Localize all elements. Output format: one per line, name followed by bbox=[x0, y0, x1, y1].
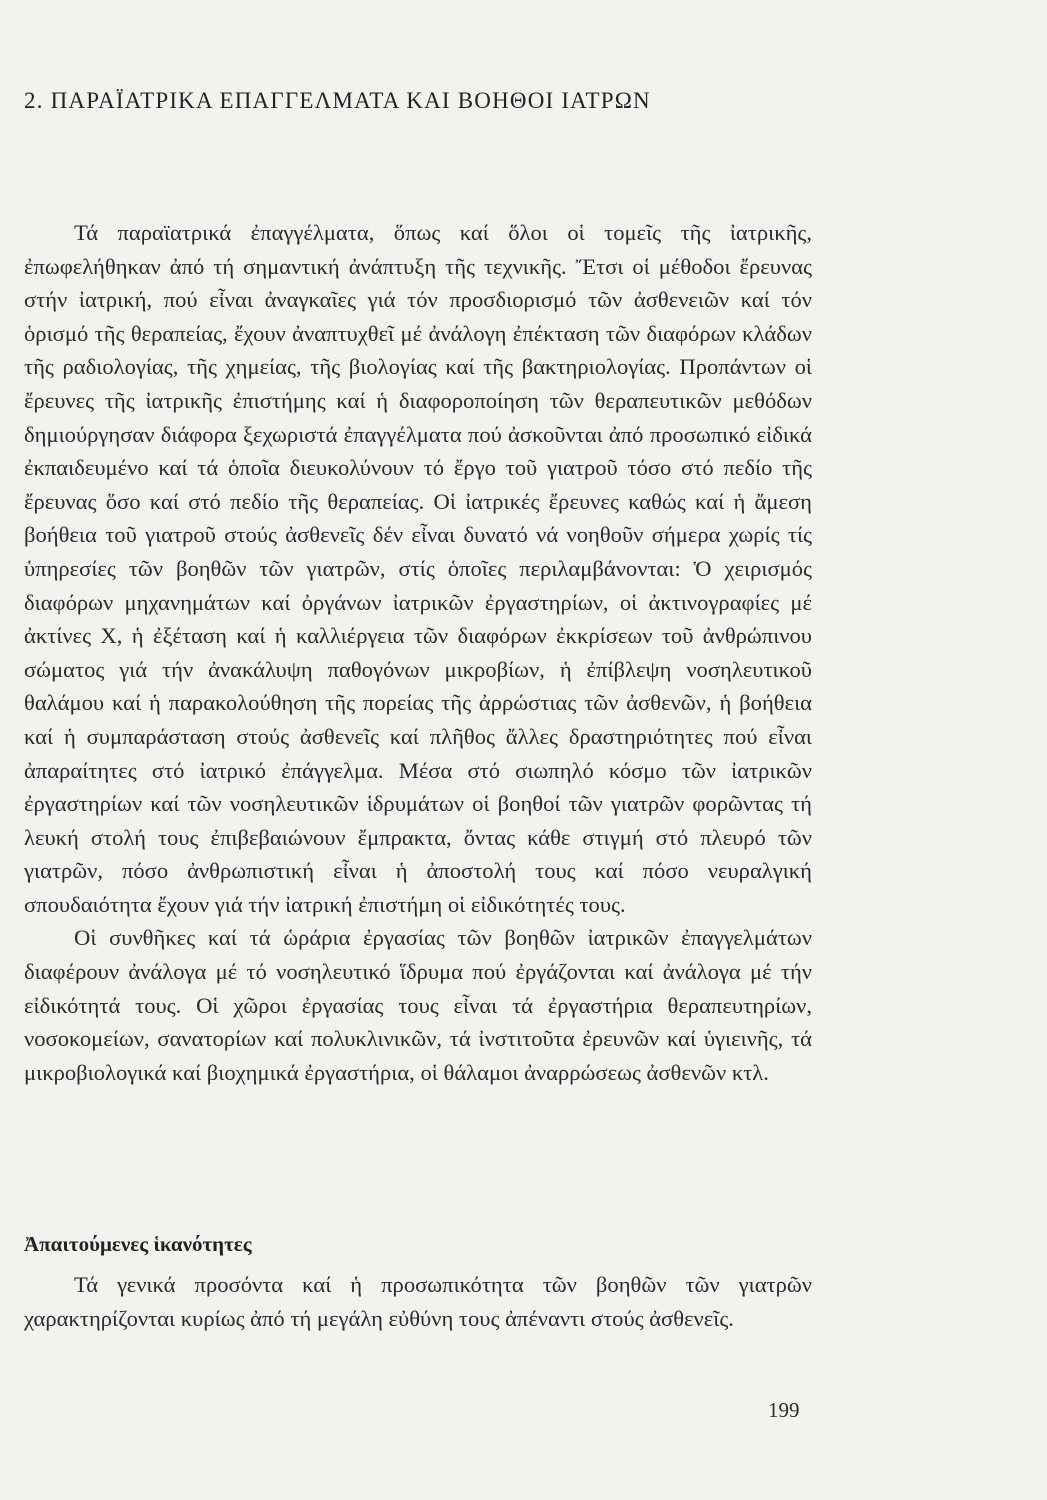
paragraph-2: Οἱ συνθῆκες καί τά ὡράρια ἐργασίας τῶν βοηθῶν ἰατρικῶν ἐπαγγελμάτων διαφέρουν ἀνάλογα μέ τό νοσηλευτικό ἵδρυμα πού ἐργάζονται καί ἀνάλογα μέ τήν εἰδικότητά τους. Οἱ χῶροι ἐργασίας τους εἶναι τά ἐργαστήρια θεραπευτηρίων, νοσοκομείων, σανατορίων καί πολυκλινικῶν, τά ἰνστιτοῦτα ἐρευνῶν καί ὑγιεινῆς, τά μικροβιολογικά καί βιοχημικά ἐργαστήρια, οἱ θάλαμοι ἀναρρώσεως ἀσθενῶν κτλ. bbox=[24, 925, 812, 1085]
section-text-block bbox=[24, 1268, 812, 1335]
page-number: 199 bbox=[768, 1398, 800, 1422]
chapter-title: 2. ΠΑΡΑΪΑΤΡΙΚΑ ΕΠΑΓΓΕΛΜΑΤΑ ΚΑΙ ΒΟΗΘΟΙ ΙΑΤΡΩΝ bbox=[24, 88, 651, 113]
paragraph-1: Τά παραϊατρικά ἐπαγγέλματα, ὅπως καί ὅλοι οἱ τομεῖς τῆς ἰατρικῆς, ἐπωφελήθηκαν ἀπό τή σημαντική ἀνάπτυξη τῆς τεχνικῆς. Ἔτσι οἱ μέθοδοι ἔρευνας στήν ἰατρική, πού εἶναι ἀναγκαῖες γιά τόν προσδιορισμό τῶν ἀσθενειῶν καί τόν ὁρισμό τῆς θεραπείας, ἔχουν ἀναπτυχθεῖ μέ ἀνάλογη ἐπέκταση τῶν διαφόρων κλάδων τῆς ραδιολογίας, τῆς χημείας, τῆς βιολογίας καί τῆς βακτηριολογίας. Προπάντων οἱ ἔρευνες τῆς ἰατρικῆς ἐπιστήμης καί ἡ διαφοροποίηση τῶν θεραπευτικῶν μεθόδων δημιούργησαν διάφορα ξεχωριστά ἐπαγγέλματα πού ἀσκοῦνται ἀπό προσωπικό εἰδικά ἐκπαιδευμένο καί τά ὁποῖα διευκολύνουν τό ἔργο τοῦ γιατροῦ τόσο στό πεδίο τῆς ἔρευνας ὅσο καί στό πεδίο τῆς θεραπείας. Οἱ ἰατρικές ἔρευνες καθώς καί ἡ ἄμεση βοήθεια τοῦ γιατροῦ στούς ἀσθενεῖς δέν εἶναι δυνατό νά νοηθοῦν σήμερα χωρίς τίς ὑπηρεσίες τῶν βοηθῶν τῶν γιατρῶν, στίς ὁποῖες περιλαμβάνονται: Ὁ χειρισμός διαφόρων μηχανημάτων καί ὀργάνων ἰατρικῶν ἐργαστηρίων, οἱ ἀκτινογραφίες μέ ἀκτίνες Χ, ἡ ἐξέταση καί ἡ καλλιέργεια τῶν διαφόρων ἐκκρίσεων τοῦ ἀνθρώπινου σώματος γιά τήν ἀνακάλυψη παθογόνων μικροβίων, ἡ ἐπίβλεψη νοσηλευτικοῦ θαλάμου καί ἡ παρακολούθηση τῆς πορείας τῆς ἀρρώστιας τῶν ἀσθενῶν, ἡ βοήθεια καί ἡ συμπαράσταση στούς ἀσθενεῖς καί πλῆθος ἄλλες δραστηριότητες πού εἶναι ἀπαραίτητες στό ἰατρικό ἐπάγγελμα. Μέσα στό σιωπηλό κόσμο τῶν ἰατρικῶν ἐργαστηρίων καί τῶν νοσηλευτικῶν ἱδρυμάτων οἱ βοηθοί τῶν γιατρῶν φορῶντας τή λευκή στολή τους ἐπιβεβαιώνουν ἔμπρακτα, ὄντας κάθε στιγμή στό πλευρό τῶν γιατρῶν, πόσο ἀνθρωπιστική εἶναι ἡ ἀποστολή τους καί πόσο νευραλγική σπουδαιότητα ἔχουν γιά τήν ἰατρική ἐπιστήμη οἱ εἰδικότητές τους. bbox=[24, 220, 812, 917]
section-paragraph-1: Τά γενικά προσόντα καί ἡ προσωπικότητα τῶν βοηθῶν τῶν γιατρῶν χαρακτηρίζονται κυρίως ἀπό τή μεγάλη εὐθύνη τους ἀπέναντι στούς ἀσθενεῖς. bbox=[24, 1272, 812, 1331]
main-text-block bbox=[24, 216, 812, 1089]
section-heading: Ἀπαιτούμενες ἱκανότητες bbox=[24, 1232, 252, 1256]
